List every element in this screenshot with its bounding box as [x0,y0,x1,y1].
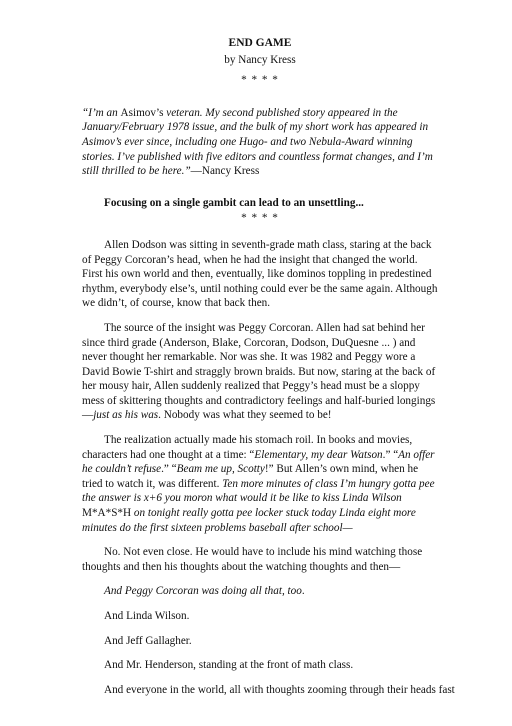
paragraph-3-text-c: .” “ [161,463,177,476]
epigraph-attribution: —Nancy Kress [190,165,260,178]
paragraph-1: Allen Dodson was sitting in seventh-grade math class, staring at the back of Peggy Corcoran’s head, when he had the insight that changed the world. First his own world and then, eventually, like dominos toppling in predestined rhythm, everybody else’s, until nothing could ever be the same again. Although we didn’t, of course, know that back then. [82,238,438,310]
paragraph-2-end: . Nobody was what they seemed to be! [158,409,332,422]
paragraph-6: And Linda Wilson. [104,610,190,622]
paragraph-3-text-d: !” But Allen’s own mind, when he tried to watch it, was different. [82,463,419,490]
paragraph-4: No. Not even close. He would have to include his mind watching those thoughts and then his thoughts about the watching thoughts and then— [82,546,423,573]
story-teaser: Focusing on a single gambit can lead to an unsettling... [104,196,364,209]
paragraph-2-text: The source of the insight was Peggy Corcoran. Allen had sat behind her since third grade (Anderson, Blake, Corcoran, Dodson, DuQuesne ... ) and never thought her remarkable. Nor was she. It was 1982 and Peggy wore a David Bowie T-shirt and straggly brown braids. But now, staring at the back of her mousy hair, Allen suddenly realized that Peggy’s head must be a sloppy mess of skittering thoughts and contradictory feelings and half-buried longings— [82,321,436,422]
paragraph-8: And Mr. Henderson, standing at the front of math class. [104,659,354,672]
epigraph-magazine-name: Asimov’s [120,106,164,119]
paragraph-2 [82,321,438,423]
paragraph-7: And Jeff Gallagher. [104,634,192,647]
paragraph-3-text-b: .” “ [382,448,399,461]
thought-stream-2: on tonight really gotta pee locker stuck today Linda eight more minutes do the first sixteen problems baseball after school— [82,507,416,534]
quote-offer: An offer he couldn’t refuse [82,448,435,476]
paragraph-9: And everyone in the world, all with thoughts zooming through their heads fast [104,683,455,696]
byline: by Nancy Kress [224,53,296,66]
paragraph-5 [82,584,438,599]
epigraph-quote-close: ” [184,165,191,178]
epigraph-italic-3: Asimov’s ever since, including one Hugo- and two Nebula-Award winning stories. I’ve published with five editors and countless format changes, and I’m still thrilled to be here. [82,135,433,178]
quote-watson: Elementary, my dear Watson [254,448,383,461]
paragraph-5-italic: And Peggy Corcoran was doing all that, too [104,585,302,598]
mash-title: M*A*S*H [82,507,132,520]
thought-stream-1: Ten more minutes of class I’m hungry gotta pee the answer is x+6 you moron what would it be like to kiss Linda Wilson [82,477,435,505]
story-title: END GAME [228,37,292,49]
author-epigraph [82,106,438,179]
paragraph-2-italic: just as his was [93,409,159,422]
epigraph-quote-open: “ [82,106,89,119]
paragraph-3 [82,433,438,535]
epigraph-italic-1: I’m an [88,106,121,119]
teaser-separator: * * * * [241,212,279,225]
paragraph-5-end: . [301,585,305,598]
section-separator: * * * * [241,74,279,87]
quote-scotty: Beam me up, Scotty [176,463,265,476]
story-text [82,36,455,697]
paragraph-3-text-a: The realization actually made his stomach roil. In books and movies, characters had one thought at a time: “ [82,434,413,461]
epigraph-italic-2: veteran. My second published story appeared in the January/February 1978 issue, and the bulk of my short work has appeared in [82,106,429,134]
